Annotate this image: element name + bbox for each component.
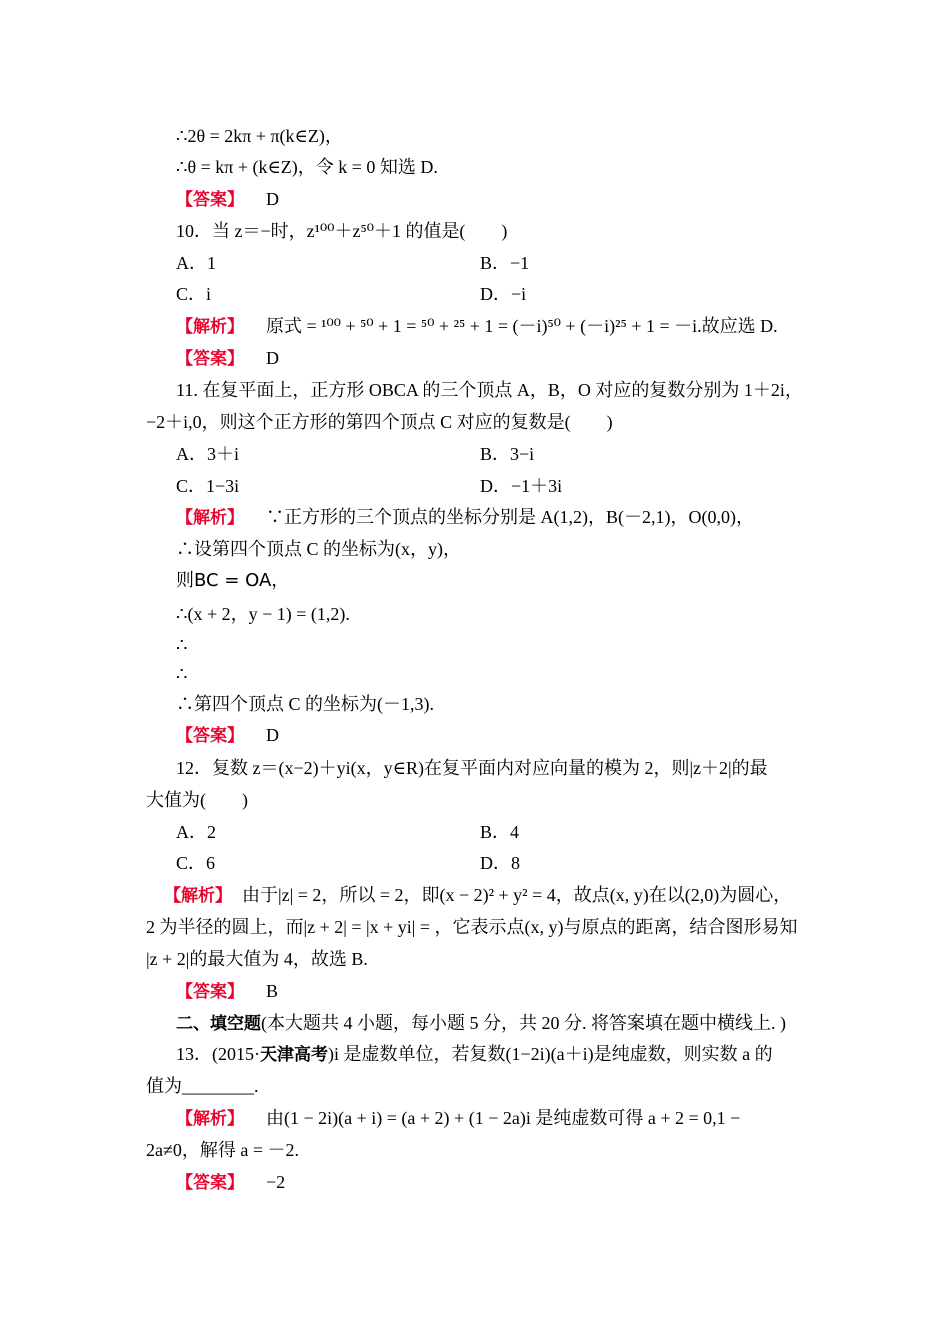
- q11-analysis-5: ∴: [176, 635, 188, 655]
- q10-stem: 10．当 z＝−时，z¹⁰⁰＋z⁵⁰＋1 的值是( ): [176, 221, 508, 241]
- analysis-tag: 【解析】: [164, 886, 232, 906]
- q12-analysis-2: 2 为半径的圆上，而|z + 2| = |x + yi| = ，它表示点(x, y)与原点的距离，结合图形易知: [146, 917, 798, 937]
- q10-analysis-line: [176, 314, 778, 339]
- q11-analysis-6: ∴: [176, 664, 188, 684]
- section2-note: (本大题共 4 小题，每小题 5 分，共 20 分. 将答案填在题中横线上. ): [261, 1013, 786, 1033]
- q12-option-c: C．6: [176, 853, 216, 873]
- q11-option-a: A．3＋i: [176, 444, 239, 464]
- answer-tag: 【答案】: [176, 1173, 244, 1193]
- q11-analysis-3: 则BC = OA，: [176, 570, 290, 591]
- q12-answer: B: [266, 981, 279, 1001]
- q9-step2: ∴θ = kπ + (k∈Z)，令 k = 0 知选 D.: [176, 157, 438, 177]
- q10-option-c: C．i: [176, 284, 212, 304]
- q13-answer-line: [176, 1170, 285, 1195]
- answer-tag: 【答案】: [176, 726, 244, 746]
- q13-stem-prefix: 13．(2015·: [176, 1044, 260, 1064]
- q12-answer-line: [176, 979, 278, 1004]
- q11-analysis-line1: [176, 505, 754, 530]
- q13-analysis-1: 由(1 − 2i)(a + i) = (a + 2) + (1 − 2a)i 是纯虚数可得 a + 2 = 0,1 −: [266, 1108, 741, 1128]
- q11-analysis-2: ∴设第四个顶点 C 的坐标为(x，y)，: [176, 539, 461, 559]
- q11-option-d: D．−1＋3i: [480, 476, 563, 496]
- q13-stem-rest: )i 是虚数单位，若复数(1−2i)(a＋i)是纯虚数，则实数 a 的: [328, 1044, 773, 1064]
- q11-option-b: B．3−i: [480, 444, 535, 464]
- q12-stem-line2: 大值为( ): [146, 790, 248, 810]
- q10-option-d: D．−i: [480, 284, 527, 304]
- section2-heading: 二、填空题: [176, 1014, 261, 1034]
- q12-option-b: B．4: [480, 822, 520, 842]
- answer-tag: 【答案】: [176, 190, 244, 210]
- answer-tag: 【答案】: [176, 982, 244, 1002]
- q10-analysis: 原式 = ¹⁰⁰ + ⁵⁰ + 1 = ⁵⁰ + ²⁵ + 1 = (－i)⁵⁰ + (－i)²⁵ + 1 = －i.故应选 D.: [266, 316, 778, 336]
- q11-analysis-4: ∴(x + 2，y − 1) = (1,2).: [176, 604, 350, 624]
- analysis-tag: 【解析】: [176, 317, 244, 337]
- q13-answer: −2: [266, 1172, 286, 1192]
- section2-heading-line: [176, 1011, 786, 1036]
- q12-option-d: D．8: [480, 853, 520, 873]
- q10-answer: D: [266, 348, 279, 368]
- q11-option-c: C．1−3i: [176, 476, 240, 496]
- q11-analysis-1: ∵正方形的三个顶点的坐标分别是 A(1,2)，B(－2,1)，O(0,0)，: [266, 507, 754, 527]
- q12-stem-line1: 12．复数 z＝(x−2)＋yi(x，y∈R)在复平面内对应向量的模为 2，则|z＋2|的最: [176, 758, 768, 778]
- q9-answer: D: [266, 189, 279, 209]
- q12-analysis-1: 由于|z| = 2，所以 = 2，即(x − 2)² + y² = 4，故点(x, y)在以(2,0)为圆心，: [242, 885, 792, 905]
- q10-answer-line: [176, 346, 279, 371]
- q9-step1: ∴2θ = 2kπ + π(k∈Z)，: [176, 126, 343, 146]
- q10-option-a: A．1: [176, 253, 216, 273]
- q11-answer: D: [266, 725, 279, 745]
- q11-stem-line1: 11. 在复平面上，正方形 OBCA 的三个顶点 A，B，O 对应的复数分别为 1＋2i，: [176, 380, 803, 400]
- analysis-tag: 【解析】: [176, 508, 244, 528]
- q11-analysis-7: ∴第四个顶点 C 的坐标为(－1,3).: [176, 694, 434, 714]
- q9-answer-line: [176, 187, 279, 212]
- q12-option-a: A．2: [176, 822, 216, 842]
- q12-analysis-line1: [164, 883, 791, 908]
- q13-stem-line2: 值为________.: [146, 1076, 259, 1096]
- q11-answer-line: [176, 723, 279, 748]
- analysis-tag: 【解析】: [176, 1109, 244, 1129]
- q13-analysis-2: 2a≠0，解得 a = －2.: [146, 1140, 300, 1160]
- q13-source: 天津高考: [260, 1045, 328, 1065]
- q13-stem-line1: [176, 1042, 773, 1067]
- q13-analysis-line1: [176, 1106, 740, 1131]
- q11-stem-line2: −2＋i,0，则这个正方形的第四个顶点 C 对应的复数是( ): [146, 412, 613, 432]
- q12-analysis-3: |z + 2|的最大值为 4，故选 B.: [146, 949, 368, 969]
- answer-tag: 【答案】: [176, 349, 244, 369]
- q10-option-b: B．−1: [480, 253, 530, 273]
